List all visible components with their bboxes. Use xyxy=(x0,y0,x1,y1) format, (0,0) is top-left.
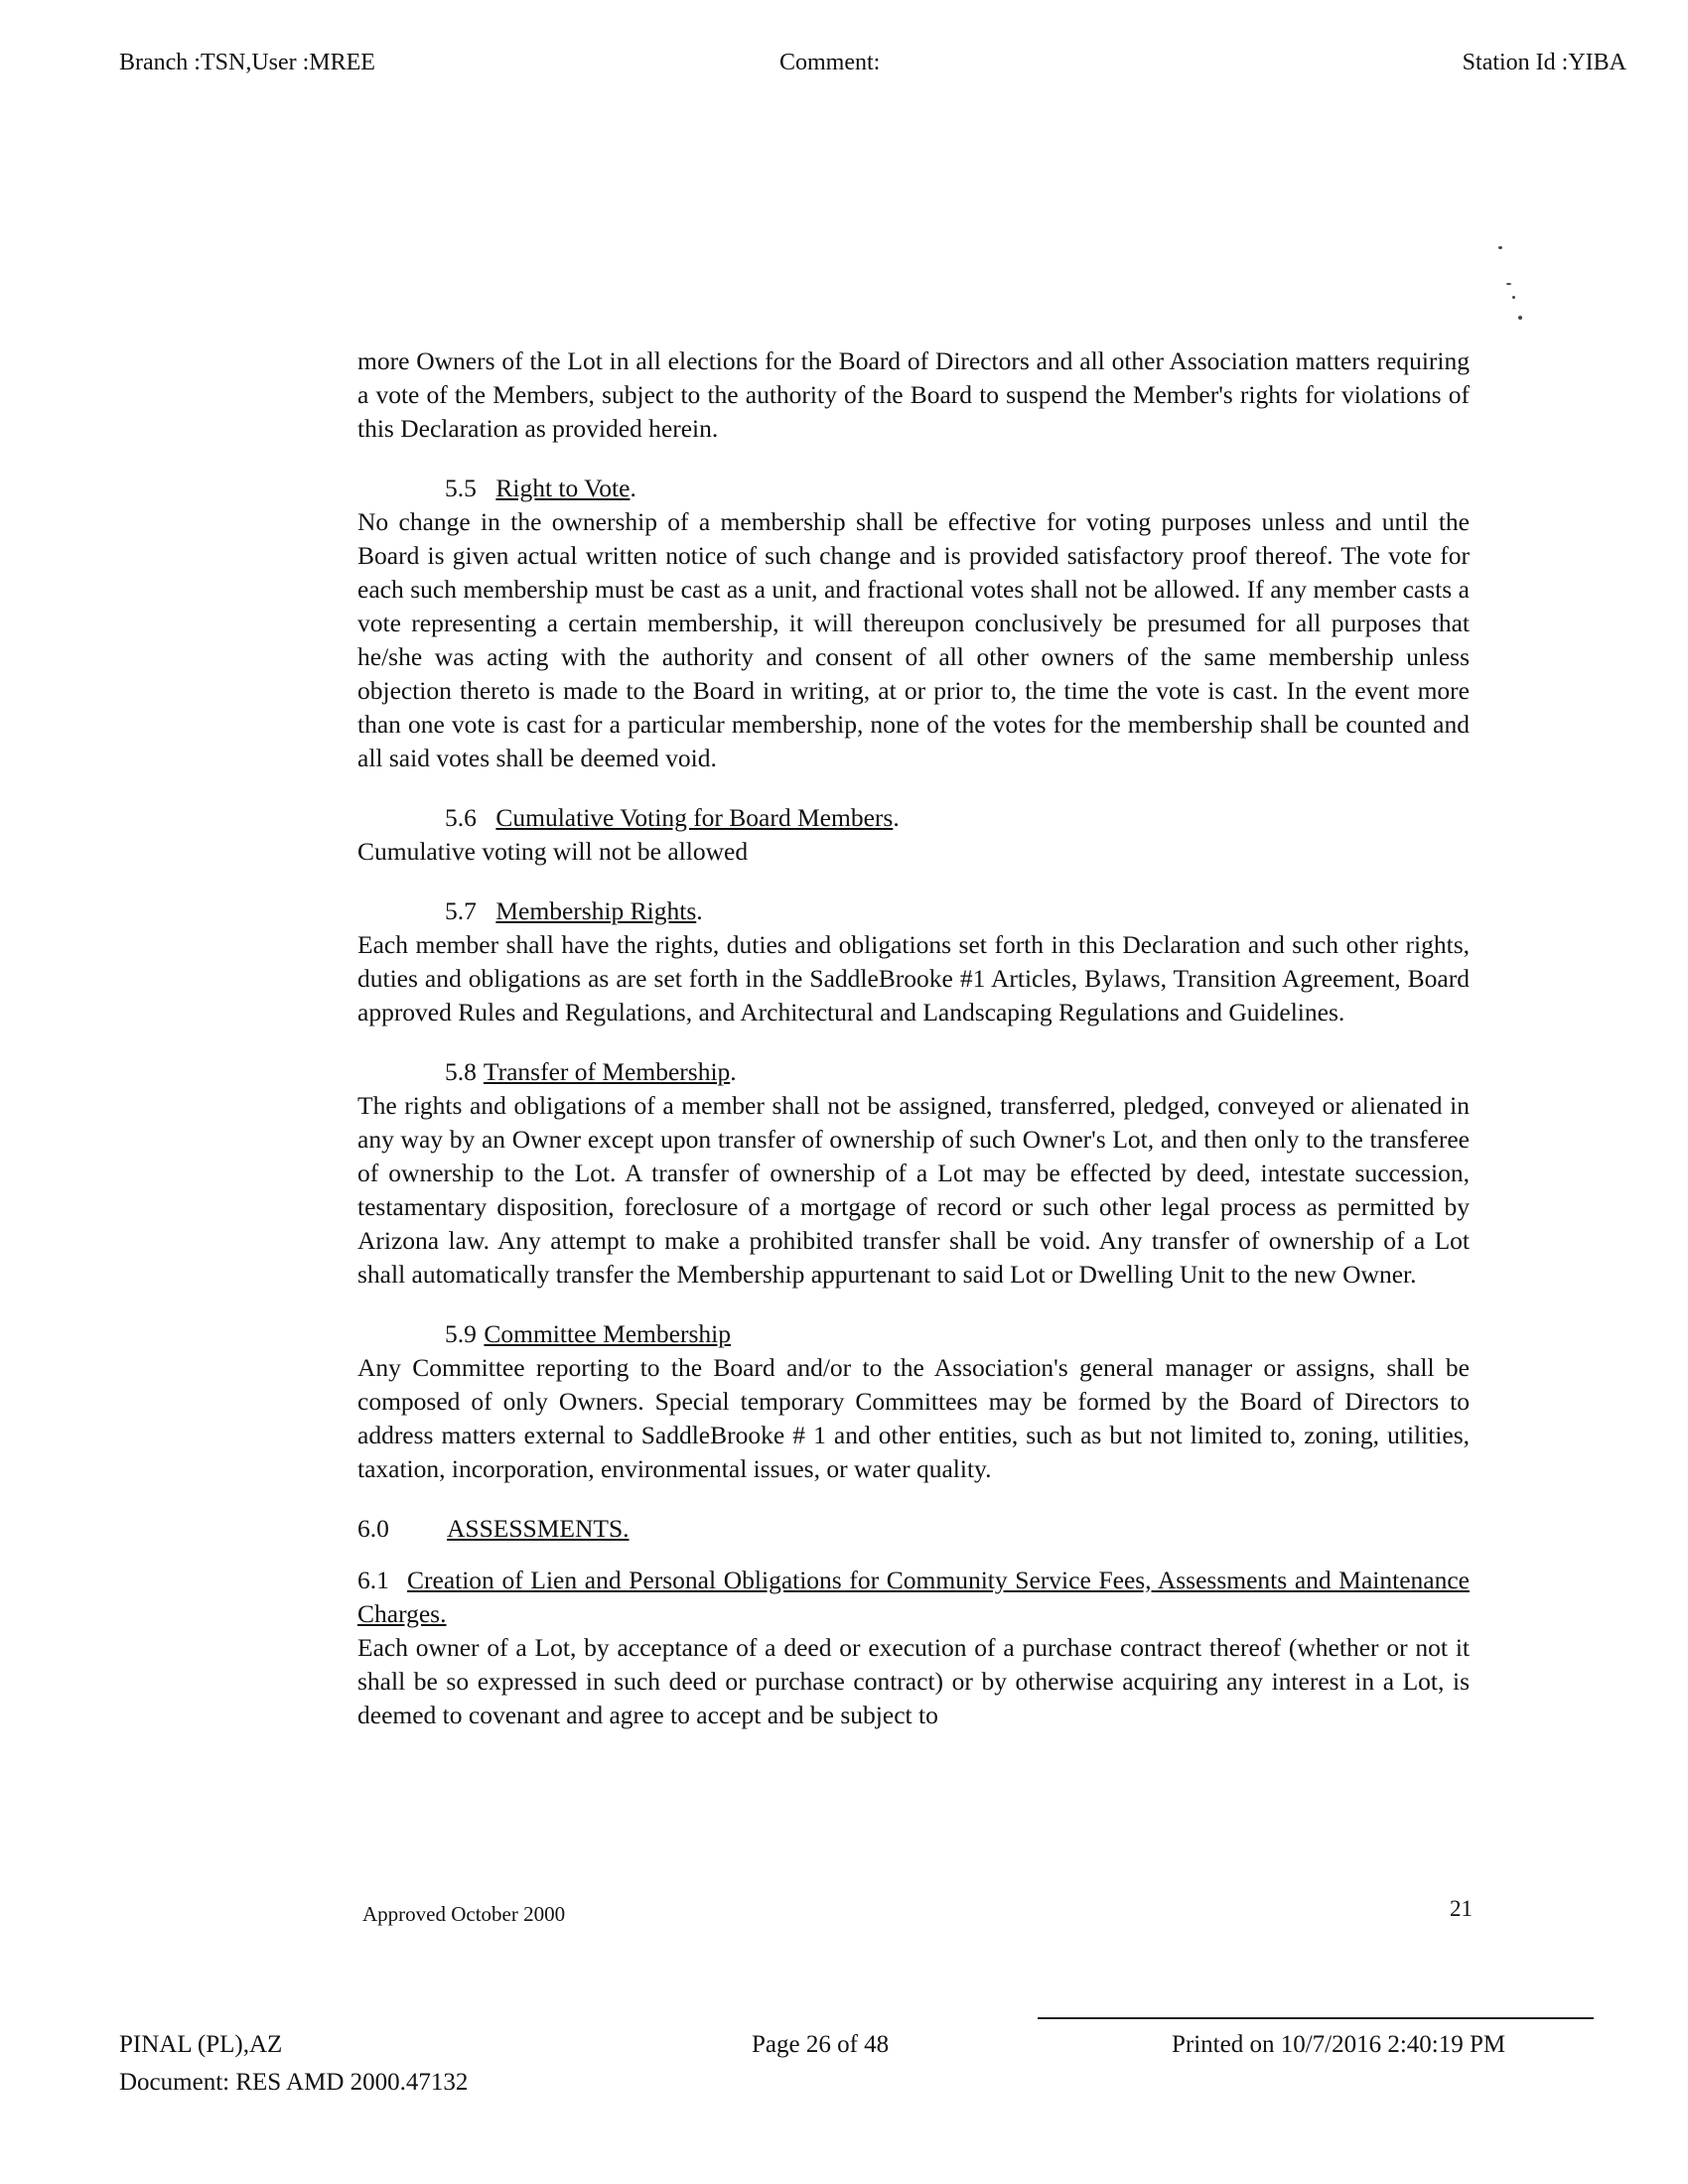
county-label: PINAL (PL),AZ xyxy=(119,2031,283,2058)
section-5-6-heading: 5.6 Cumulative Voting for Board Members. xyxy=(357,801,1470,835)
approved-date: Approved October 2000 xyxy=(362,1902,566,1926)
footer-rule xyxy=(1038,2017,1594,2019)
section-5-8-text: The rights and obligations of a member shall not be assigned, transferred, pledged, conveyed or alienated in any way by an Owner except upon transfer of ownership of such Owner's Lot, and then only to the transferee of ownership to the Lot. A transfer of ownership of a Lot may be effected by deed, intestate succession, testamentary disposition, foreclosure of a mortgage of record or such other legal process as permitted by Arizona law. Any attempt to make a prohibited transfer shall be void. Any transfer of ownership of a Lot shall automatically transfer the Membership appurtenant to said Lot or Dwelling Unit to the new Owner. xyxy=(357,1091,1470,1289)
scan-specks xyxy=(1494,238,1534,338)
section-title: Transfer of Membership xyxy=(483,1057,731,1086)
section-5-9-text: Any Committee reporting to the Board and/or to the Association's general manager or assigns, shall be composed of only Owners. Special temporary Committees may be formed by the Board of Directors to address matters external to SaddleBrooke # 1 and other entities, such as but not limited to, zoning, utilities, taxation, incorporation, environmental issues, or water quality. xyxy=(357,1353,1470,1483)
section-number: 5.5 xyxy=(445,474,477,502)
comment-label: Comment: xyxy=(779,50,881,75)
section-number: 6.0 xyxy=(357,1514,389,1543)
section-5-6-text: Cumulative voting will not be allowed xyxy=(357,837,749,866)
section-5-8-heading: 5.8 Transfer of Membership. xyxy=(357,1055,1470,1089)
section-number: 6.1 xyxy=(357,1566,389,1594)
section-5-7-heading: 5.7 Membership Rights. xyxy=(357,894,1470,928)
section-5-7-text: Each member shall have the rights, duties and obligations set forth in this Declaration and such other rights, duties and obligations as are set forth in the SaddleBrooke #1 Articles, Bylaws, Transition Agreement, Board approved Rules and Regulations, and Architectural and Landscaping Regulations and Guidelines. xyxy=(357,930,1470,1026)
document-body xyxy=(357,344,1470,1732)
section-title: Right to Vote xyxy=(495,474,631,502)
section-title: ASSESSMENTS. xyxy=(447,1514,630,1543)
section-5-5-heading: 5.5 Right to Vote. xyxy=(357,472,1470,505)
section-title: Cumulative Voting for Board Members xyxy=(495,803,894,832)
document-id-label: Document: RES AMD 2000.47132 xyxy=(119,2069,469,2096)
section-6-1-text: Each owner of a Lot, by acceptance of a deed or execution of a purchase contract thereof (whether or not it shall be so expressed in such deed or purchase contract) or by otherwise acquiring any interest in a Lot, is deemed to covenant and agree to accept and be subject to xyxy=(357,1633,1470,1729)
page-number: 21 xyxy=(1450,1896,1473,1921)
intro-paragraph: more Owners of the Lot in all elections for the Board of Directors and all other Association matters requiring a vote of the Members, subject to the authority of the Board to suspend the Member's rights for violations of this Declaration as provided herein. xyxy=(357,346,1470,443)
section-title: Creation of Lien and Personal Obligations for Community Service Fees, Assessments and Maintenance Charges. xyxy=(357,1566,1470,1628)
section-title: Committee Membership xyxy=(484,1319,731,1348)
page-count-label: Page 26 of 48 xyxy=(752,2031,890,2058)
section-number: 5.8 xyxy=(445,1057,477,1086)
branch-user-label: Branch :TSN,User :MREE xyxy=(119,50,375,75)
section-5-9-heading xyxy=(357,1317,1470,1351)
section-5-5-text: No change in the ownership of a membership shall be effective for voting purposes unless and until the Board is given actual written notice of such change and is provided satisfactory proof thereof. The vote for each such membership must be cast as a unit, and fractional votes shall not be allowed. If any member casts a vote representing a certain membership, it will thereupon conclusively be presumed for all purposes that he/she was acting with the authority and consent of all other owners of the same membership unless objection thereto is made to the Board in writing, at or prior to, the time the vote is cast. In the event more than one vote is cast for a particular membership, none of the votes for the membership shall be counted and all said votes shall be deemed void. xyxy=(357,507,1470,772)
section-6-1-heading xyxy=(357,1564,1470,1631)
printed-timestamp: Printed on 10/7/2016 2:40:19 PM xyxy=(1172,2031,1506,2058)
section-title: Membership Rights xyxy=(495,896,697,925)
section-number: 5.9 xyxy=(445,1319,477,1348)
section-number: 5.6 xyxy=(445,803,477,832)
section-6-0-heading xyxy=(357,1512,1470,1546)
station-id-label: Station Id :YIBA xyxy=(1462,50,1626,75)
section-number: 5.7 xyxy=(445,896,477,925)
